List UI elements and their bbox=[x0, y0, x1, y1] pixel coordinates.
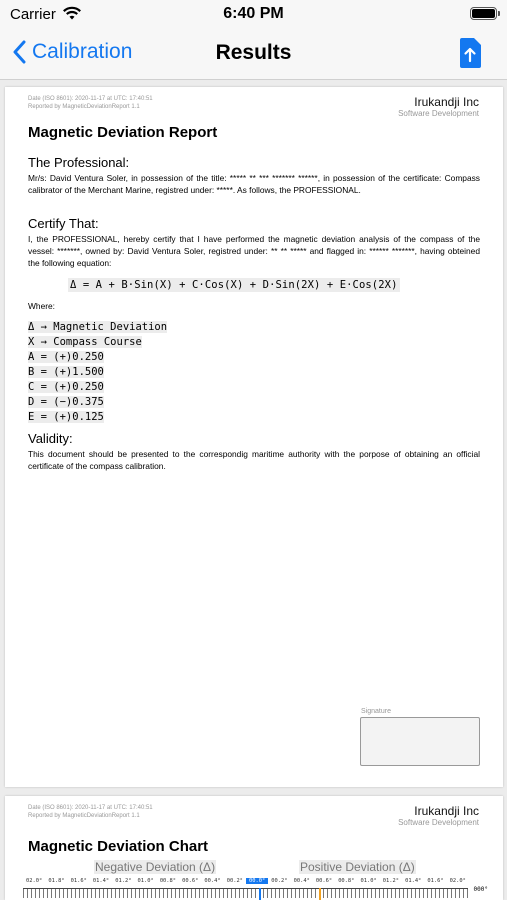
status-bar bbox=[0, 0, 507, 30]
axis-tick-label: 01.0° bbox=[360, 878, 377, 884]
legend-negative: Negative Deviation (Δ) bbox=[95, 860, 216, 874]
chart-meta bbox=[28, 804, 153, 820]
report-generator: Reported by MagneticDeviationReport 1.1 bbox=[28, 104, 140, 110]
navigation-bar bbox=[0, 30, 507, 80]
axis-tick-label: 00.4° bbox=[293, 878, 310, 884]
certify-text: I, the PROFESSIONAL, hereby certify that I have performed the magnetic deviation analysis of the compass of the vessel: *******, owned by: David Ventura Soler, registred under: ** ** ***** and flagged in: ****** *******, having obteined the following equation: bbox=[28, 234, 480, 268]
chart-page bbox=[5, 796, 503, 900]
signature-label: Signature bbox=[361, 708, 391, 715]
zero-marker bbox=[259, 888, 261, 900]
validity-text: This document should be presented to the correspondig maritime authority with the porpose of obtaining an official certificate of the compass calibration. bbox=[28, 449, 480, 471]
legend-positive: Positive Deviation (Δ) bbox=[300, 860, 415, 874]
company-subtitle: Software Development bbox=[398, 109, 479, 118]
chart-date: Date (ISO 8601): 2020-11-17 at UTC: 17:40:51 bbox=[28, 805, 153, 811]
variable-line: E = (+)0.125 bbox=[28, 411, 104, 423]
signature-box bbox=[360, 717, 480, 766]
battery-icon bbox=[470, 7, 497, 20]
variable-line: D = (−)0.375 bbox=[28, 396, 104, 408]
company-subtitle: Software Development bbox=[398, 818, 479, 827]
axis-tick-label: 00.2° bbox=[226, 878, 243, 884]
axis-tick-label: 01.4° bbox=[92, 878, 110, 884]
axis-tick-label: 02.0° bbox=[449, 878, 466, 884]
deviation-equation: Δ = A + B·Sin(X) + C·Cos(X) + D·Sin(2X) + E·Cos(2X) bbox=[70, 279, 398, 291]
deviation-marker bbox=[319, 888, 321, 900]
certify-heading: Certify That: bbox=[28, 216, 99, 231]
chart-title: Magnetic Deviation Chart bbox=[28, 838, 209, 855]
chart-generator: Reported by MagneticDeviationReport 1.1 bbox=[28, 813, 140, 819]
axis-tick-label: 01.8° bbox=[48, 878, 65, 884]
where-label: Where: bbox=[28, 301, 55, 311]
professional-heading: The Professional: bbox=[28, 155, 130, 170]
variable-line: X → Compass Course bbox=[28, 336, 142, 348]
axis-tick-label: 01.4° bbox=[405, 878, 422, 884]
axis-tick-label: 00.4° bbox=[204, 878, 221, 884]
axis-tick-label: 00.8° bbox=[338, 878, 355, 884]
axis-tick-label: 00.6° bbox=[315, 878, 333, 884]
variable-line: A = (+)0.250 bbox=[28, 351, 104, 363]
variable-line: Δ → Magnetic Deviation bbox=[28, 321, 168, 333]
axis-tick-labels bbox=[23, 878, 488, 884]
variable-line: C = (+)0.250 bbox=[28, 381, 104, 393]
chart-company-block bbox=[398, 804, 479, 828]
company-name: Irukandji Inc bbox=[414, 804, 479, 818]
share-document-icon[interactable] bbox=[459, 38, 481, 68]
axis-tick-label: 01.6° bbox=[427, 878, 444, 884]
axis-tick-label: 01.6° bbox=[70, 878, 87, 884]
axis-ruler bbox=[23, 888, 468, 898]
axis-tick-label: 00.6° bbox=[182, 878, 199, 884]
report-page bbox=[5, 87, 503, 787]
company-name: Irukandji Inc bbox=[414, 95, 479, 109]
axis-tick-label: 01.2° bbox=[382, 878, 400, 884]
axis-tick-label: 00.0° bbox=[246, 878, 268, 884]
axis-tick-label: 00.8° bbox=[159, 878, 177, 884]
deviation-axis bbox=[23, 878, 488, 900]
report-title: Magnetic Deviation Report bbox=[28, 124, 218, 141]
axis-tick-label: 00.2° bbox=[271, 878, 288, 884]
axis-tick-label: 02.0° bbox=[26, 878, 43, 884]
page-title: Results bbox=[215, 41, 292, 64]
report-date: Date (ISO 8601): 2020-11-17 at UTC: 17:40:51 bbox=[28, 96, 153, 102]
carrier-label: Carrier bbox=[10, 6, 56, 23]
clock: 6:40 PM bbox=[223, 5, 284, 22]
variable-line: B = (+)1.500 bbox=[28, 366, 104, 378]
axis-tick-label: 01.0° bbox=[137, 878, 154, 884]
company-block bbox=[398, 95, 479, 119]
axis-tick-label: 01.2° bbox=[115, 878, 132, 884]
variable-list bbox=[28, 320, 167, 425]
axis-end-label: 000° bbox=[473, 886, 488, 893]
professional-text: Mr/s: David Ventura Soler, in possession of the title: ***** ** *** ******* ******, in possession of the certificate: Compass calibrator of the Merchant Marine, registred under: *****. As follows, the PROFESSIONAL. bbox=[28, 173, 480, 195]
validity-heading: Validity: bbox=[28, 431, 73, 446]
back-label: Calibration bbox=[32, 40, 133, 63]
report-meta bbox=[28, 95, 153, 111]
